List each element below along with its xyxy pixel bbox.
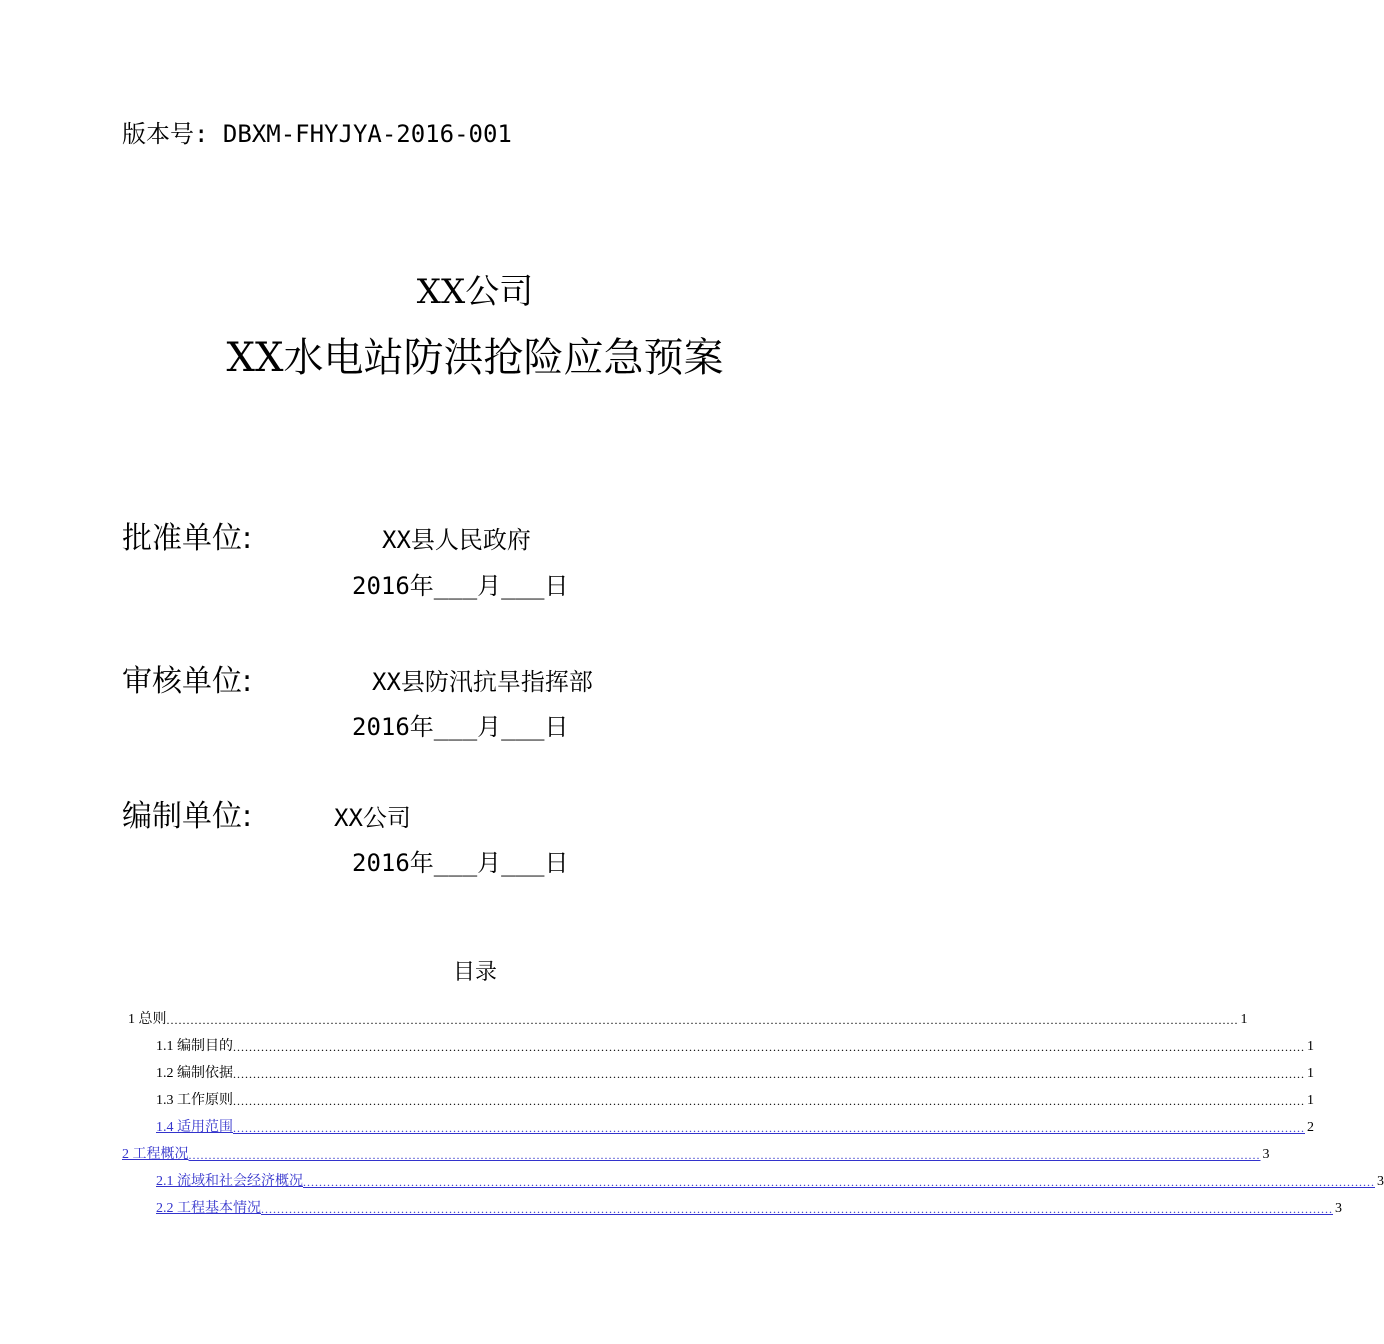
review-unit-name: XX县防汛抗旱指挥部 <box>372 668 593 696</box>
toc-entry-page: 1 <box>1307 1066 1314 1081</box>
toc-leader-dots: ............................................................................................................................................................................................................................................................................ <box>233 1067 1305 1081</box>
toc-entry-link[interactable] <box>156 1116 1314 1136</box>
toc-entry-link[interactable] <box>156 1170 1384 1190</box>
compile-date: 2016年___月___日 <box>352 849 569 877</box>
toc-entry-page: 1 <box>1307 1093 1314 1108</box>
toc-leader-dots: ............................................................................................................................................................................................................................................................................ <box>166 1013 1239 1027</box>
toc-entry-text: 2.2 工程基本情况 <box>156 1201 261 1216</box>
compile-unit-label: 编制单位: <box>122 799 253 834</box>
review-unit-label: 审核单位: <box>122 664 253 699</box>
toc-entry-page: 1 <box>1307 1039 1314 1054</box>
approval-unit-name: XX县人民政府 <box>382 526 531 554</box>
toc-leader-dots: ............................................................................................................................................................................................................................................................................ <box>188 1148 1261 1162</box>
compile-unit-name: XX公司 <box>334 804 411 832</box>
toc-entry[interactable] <box>156 1062 1314 1082</box>
approval-date: 2016年___月___日 <box>352 572 569 600</box>
toc-title: 目录 <box>452 960 497 985</box>
toc-entry-text: 2 工程概况 <box>122 1147 189 1162</box>
toc-entry-text: 1.4 适用范围 <box>156 1120 233 1135</box>
toc-entry-text: 1.2 编制依据 <box>156 1066 233 1081</box>
toc-entry-text: 1 总则 <box>128 1012 167 1027</box>
toc-entry-page: 1 <box>1240 1012 1248 1027</box>
toc-entry-page: 3 <box>1377 1174 1384 1189</box>
toc-entry[interactable] <box>156 1089 1314 1109</box>
toc-entry-text: 1.3 工作原则 <box>156 1093 233 1108</box>
toc-entry-page: 2 <box>1307 1120 1314 1135</box>
toc-leader-dots: ............................................................................................................................................................................................................................................................................ <box>261 1202 1333 1216</box>
toc-leader-dots: ............................................................................................................................................................................................................................................................................ <box>233 1121 1305 1135</box>
approval-unit-label: 批准单位: <box>122 521 253 556</box>
document-title: XX水电站防洪抢险应急预案 <box>226 335 724 381</box>
toc-leader-dots: ............................................................................................................................................................................................................................................................................ <box>303 1175 1375 1189</box>
toc-entry[interactable] <box>156 1035 1314 1055</box>
toc-entry-link[interactable] <box>156 1197 1342 1217</box>
toc-entry-page: 3 <box>1335 1201 1342 1216</box>
toc-entry-text: 1.1 编制目的 <box>156 1039 233 1054</box>
toc-leader-dots: ............................................................................................................................................................................................................................................................................ <box>233 1094 1305 1108</box>
toc-entry-link[interactable] <box>122 1143 1270 1163</box>
version-number: 版本号: DBXM-FHYJYA-2016-001 <box>122 120 512 148</box>
toc-leader-dots: ............................................................................................................................................................................................................................................................................ <box>233 1040 1305 1054</box>
review-date: 2016年___月___日 <box>352 713 569 741</box>
toc-entry[interactable] <box>128 1008 1248 1028</box>
company-name: XX公司 <box>416 272 534 312</box>
toc-entry-page: 3 <box>1262 1147 1270 1162</box>
toc-entry-text: 2.1 流域和社会经济概况 <box>156 1174 303 1189</box>
